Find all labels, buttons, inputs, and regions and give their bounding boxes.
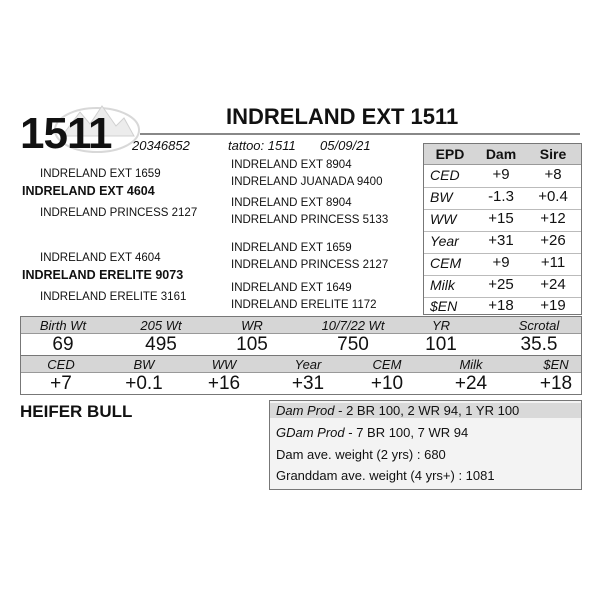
dam-prod-label: Dam Prod — [276, 403, 335, 418]
epd-row-label: Milk — [430, 277, 455, 293]
epd-header-label: EPD — [435, 146, 465, 162]
epd-row-label: BW — [430, 189, 453, 205]
calf-epd-header: WW — [211, 357, 237, 372]
dam-prod-line — [270, 403, 581, 418]
epd-dam-value: -1.3 — [488, 188, 514, 205]
epd-sire-value: +0.4 — [538, 188, 568, 205]
pedigree-gen3-2: INDRELAND JUANADA 9400 — [231, 176, 383, 188]
epd-sire-value: +12 — [540, 210, 566, 227]
pedigree-sire-sire: INDRELAND EXT 1659 — [40, 168, 161, 180]
epd-dam-value: +15 — [488, 210, 514, 227]
calf-epd-header: CED — [47, 357, 75, 372]
sex-label: HEIFER BULL — [20, 402, 133, 421]
epd-sire-value: +8 — [544, 166, 562, 183]
dam-production-box — [269, 400, 582, 490]
calf-epd-header: CEM — [372, 357, 402, 372]
epd-row-label: CEM — [430, 255, 462, 271]
perf-value: 35.5 — [520, 334, 558, 355]
pedigree-gen3-4: INDRELAND PRINCESS 5133 — [231, 214, 389, 226]
epd-sire-value: +11 — [540, 254, 566, 271]
perf-value: 750 — [337, 334, 369, 355]
perf-header: Scrotal — [518, 318, 560, 333]
epd-sire-value: +24 — [540, 276, 566, 293]
pedigree-sire: INDRELAND EXT 4604 — [22, 184, 155, 198]
perf-value: 69 — [52, 334, 74, 355]
perf-value: 105 — [236, 334, 268, 355]
epd-dam-value: +9 — [492, 254, 510, 271]
lot-number: 1511 — [20, 109, 112, 158]
calf-epd-value: +18 — [539, 373, 573, 394]
gdam-prod-value: - 7 BR 100, 7 WR 94 — [344, 425, 469, 440]
calf-epd-value: +24 — [454, 373, 488, 394]
epd-header-sire: Sire — [539, 146, 567, 162]
calf-epd-value: +31 — [291, 373, 325, 394]
perf-value: 101 — [425, 334, 457, 355]
epd-sire-value: +26 — [540, 232, 566, 249]
epd-row-label: WW — [430, 211, 457, 227]
perf-header: 10/7/22 Wt — [321, 318, 385, 333]
perf-header: 205 Wt — [140, 318, 182, 333]
calf-epd-header: Milk — [459, 357, 483, 372]
epd-row-label: CED — [430, 167, 460, 183]
epd-dam-value: +25 — [488, 276, 514, 293]
epd-dam-value: +31 — [488, 232, 514, 249]
performance-table — [20, 316, 582, 356]
gdam-prod-label: GDam Prod — [276, 425, 345, 440]
calf-epd-header: BW — [133, 357, 155, 372]
pedigree-gen3-3: INDRELAND EXT 8904 — [231, 197, 352, 209]
animal-name: INDRELAND EXT 1511 — [226, 104, 459, 129]
epd-table — [423, 143, 582, 315]
calf-epd-value: +16 — [207, 373, 241, 394]
calf-epd-value: +10 — [370, 373, 404, 394]
epd-header-dam: Dam — [485, 146, 517, 162]
registration-number: 20346852 — [132, 138, 190, 153]
calf-epd-value: +7 — [50, 373, 72, 394]
pedigree-dam-sire: INDRELAND EXT 4604 — [40, 252, 161, 264]
dam-prod-value: - 2 BR 100, 2 WR 94, 1 YR 100 — [334, 403, 520, 418]
perf-header: YR — [431, 318, 451, 333]
tattoo: tattoo: 1511 — [228, 138, 296, 153]
pedigree-gen3-6: INDRELAND PRINCESS 2127 — [231, 259, 389, 271]
granddam-average-weight: Granddam ave. weight (4 yrs+) : 1081 — [276, 468, 495, 483]
perf-header: WR — [241, 318, 263, 333]
calf-epd-value: +0.1 — [125, 373, 163, 394]
gdam-prod-line — [276, 425, 468, 440]
perf-value: 495 — [145, 334, 177, 355]
pedigree-dam: INDRELAND ERELITE 9073 — [22, 268, 184, 282]
epd-row-label: Year — [430, 233, 459, 249]
pedigree-sire-dam: INDRELAND PRINCESS 2127 — [40, 207, 198, 219]
epd-row-label: $EN — [430, 298, 458, 314]
birth-date: 05/09/21 — [320, 138, 371, 153]
epd-sire-value: +19 — [540, 297, 566, 314]
title-divider — [140, 133, 580, 135]
pedigree-dam-dam: INDRELAND ERELITE 3161 — [40, 291, 187, 303]
calf-epd-header: $EN — [543, 357, 569, 372]
calf-epd-table — [20, 355, 582, 395]
pedigree-gen3-8: INDRELAND ERELITE 1172 — [231, 299, 377, 311]
perf-header: Birth Wt — [39, 318, 87, 333]
epd-dam-value: +18 — [488, 297, 514, 314]
dam-average-weight: Dam ave. weight (2 yrs) : 680 — [276, 447, 446, 462]
epd-dam-value: +9 — [492, 166, 510, 183]
calf-epd-header: Year — [294, 357, 322, 372]
pedigree-gen3-1: INDRELAND EXT 8904 — [231, 159, 352, 171]
pedigree-gen3-7: INDRELAND EXT 1649 — [231, 282, 352, 294]
pedigree-gen3-5: INDRELAND EXT 1659 — [231, 242, 352, 254]
